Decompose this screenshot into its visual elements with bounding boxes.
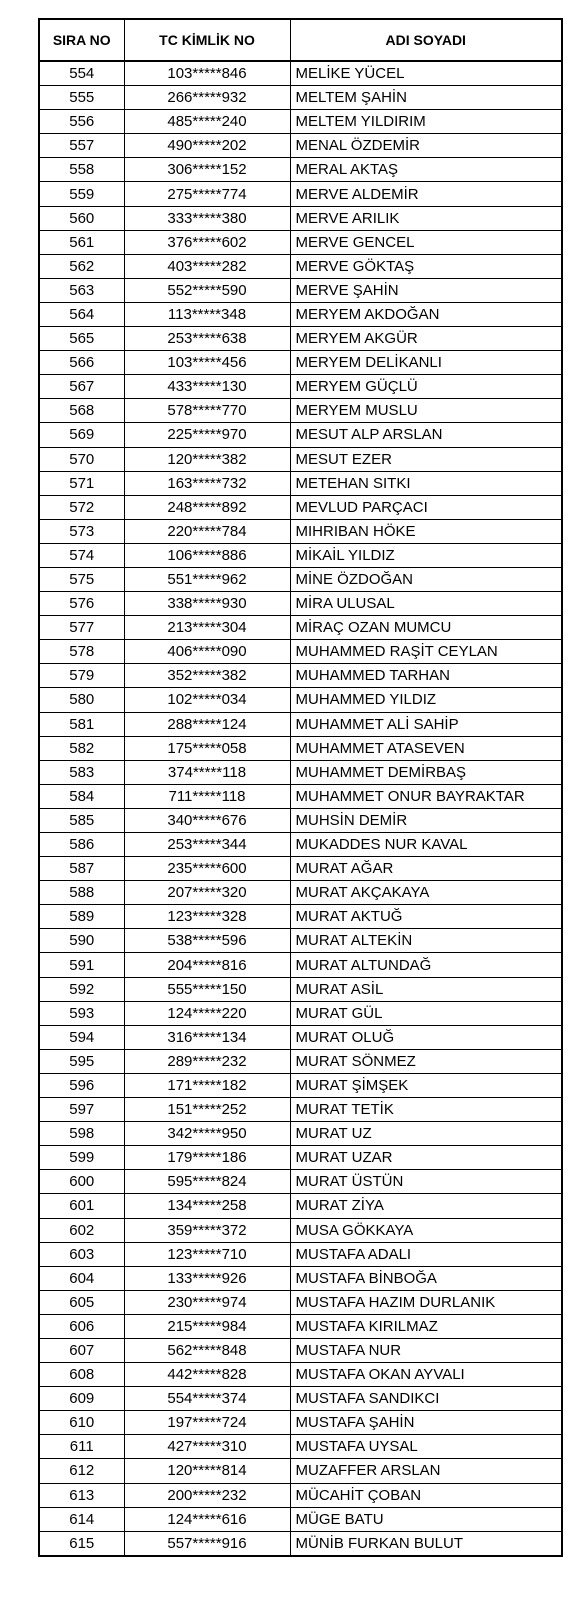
row-adi-soyadi: MELTEM ŞAHİN — [290, 86, 562, 110]
row-adi-soyadi: MURAT OLUĞ — [290, 1025, 562, 1049]
row-tc-kimlik-no: 595*****824 — [124, 1170, 290, 1194]
row-sira-no: 570 — [39, 447, 124, 471]
row-sira-no: 609 — [39, 1387, 124, 1411]
row-adi-soyadi: MUSA GÖKKAYA — [290, 1218, 562, 1242]
row-sira-no: 589 — [39, 905, 124, 929]
row-tc-kimlik-no: 552*****590 — [124, 278, 290, 302]
row-adi-soyadi: MÜNİB FURKAN BULUT — [290, 1531, 562, 1556]
table-row — [39, 134, 562, 158]
row-sira-no: 598 — [39, 1122, 124, 1146]
row-sira-no: 585 — [39, 808, 124, 832]
row-adi-soyadi: MERVE ARILIK — [290, 206, 562, 230]
row-sira-no: 558 — [39, 158, 124, 182]
row-tc-kimlik-no: 374*****118 — [124, 760, 290, 784]
table-row — [39, 881, 562, 905]
table-row — [39, 953, 562, 977]
row-adi-soyadi: MENAL ÖZDEMİR — [290, 134, 562, 158]
row-sira-no: 572 — [39, 495, 124, 519]
table-row — [39, 375, 562, 399]
row-sira-no: 604 — [39, 1266, 124, 1290]
row-tc-kimlik-no: 230*****974 — [124, 1290, 290, 1314]
row-tc-kimlik-no: 213*****304 — [124, 616, 290, 640]
row-adi-soyadi: MERVE GENCEL — [290, 230, 562, 254]
row-adi-soyadi: MUHAMMET ALİ SAHİP — [290, 712, 562, 736]
row-tc-kimlik-no: 289*****232 — [124, 1049, 290, 1073]
row-sira-no: 563 — [39, 278, 124, 302]
row-sira-no: 561 — [39, 230, 124, 254]
row-tc-kimlik-no: 253*****638 — [124, 327, 290, 351]
row-adi-soyadi: MUSTAFA KIRILMAZ — [290, 1314, 562, 1338]
row-sira-no: 560 — [39, 206, 124, 230]
row-adi-soyadi: MERYEM GÜÇLÜ — [290, 375, 562, 399]
table-row — [39, 1507, 562, 1531]
row-adi-soyadi: MERYEM DELİKANLI — [290, 351, 562, 375]
row-tc-kimlik-no: 171*****182 — [124, 1073, 290, 1097]
row-sira-no: 615 — [39, 1531, 124, 1556]
table-row — [39, 495, 562, 519]
row-adi-soyadi: MERYEM AKDOĞAN — [290, 302, 562, 326]
header-adi-soyadi: ADI SOYADI — [290, 19, 562, 61]
row-sira-no: 567 — [39, 375, 124, 399]
row-sira-no: 591 — [39, 953, 124, 977]
row-sira-no: 600 — [39, 1170, 124, 1194]
row-tc-kimlik-no: 352*****382 — [124, 664, 290, 688]
table-row — [39, 1122, 562, 1146]
table-row — [39, 351, 562, 375]
row-tc-kimlik-no: 215*****984 — [124, 1314, 290, 1338]
row-tc-kimlik-no: 103*****456 — [124, 351, 290, 375]
row-adi-soyadi: MUSTAFA SANDIKCI — [290, 1387, 562, 1411]
row-sira-no: 611 — [39, 1435, 124, 1459]
results-sheet — [38, 18, 563, 1557]
row-adi-soyadi: MELİKE YÜCEL — [290, 61, 562, 86]
row-adi-soyadi: MİKAİL YILDIZ — [290, 543, 562, 567]
row-sira-no: 607 — [39, 1338, 124, 1362]
table-row — [39, 616, 562, 640]
row-sira-no: 581 — [39, 712, 124, 736]
row-sira-no: 571 — [39, 471, 124, 495]
row-sira-no: 601 — [39, 1194, 124, 1218]
row-tc-kimlik-no: 376*****602 — [124, 230, 290, 254]
row-adi-soyadi: MUHAMMED RAŞİT CEYLAN — [290, 640, 562, 664]
row-adi-soyadi: MUHSİN DEMİR — [290, 808, 562, 832]
row-tc-kimlik-no: 266*****932 — [124, 86, 290, 110]
table-row — [39, 567, 562, 591]
row-adi-soyadi: MURAT AKÇAKAYA — [290, 881, 562, 905]
row-sira-no: 612 — [39, 1459, 124, 1483]
row-sira-no: 596 — [39, 1073, 124, 1097]
row-adi-soyadi: MESUT EZER — [290, 447, 562, 471]
row-tc-kimlik-no: 485*****240 — [124, 110, 290, 134]
table-row — [39, 1242, 562, 1266]
row-tc-kimlik-no: 133*****926 — [124, 1266, 290, 1290]
row-adi-soyadi: MURAT ALTUNDAĞ — [290, 953, 562, 977]
row-tc-kimlik-no: 490*****202 — [124, 134, 290, 158]
table-body — [39, 61, 562, 1556]
row-sira-no: 554 — [39, 61, 124, 86]
row-adi-soyadi: MURAT ZİYA — [290, 1194, 562, 1218]
header-tc-kimlik-no: TC KİMLİK NO — [124, 19, 290, 61]
row-tc-kimlik-no: 151*****252 — [124, 1098, 290, 1122]
table-row — [39, 808, 562, 832]
row-tc-kimlik-no: 175*****058 — [124, 736, 290, 760]
row-tc-kimlik-no: 235*****600 — [124, 857, 290, 881]
row-sira-no: 594 — [39, 1025, 124, 1049]
table-row — [39, 399, 562, 423]
row-tc-kimlik-no: 333*****380 — [124, 206, 290, 230]
row-tc-kimlik-no: 427*****310 — [124, 1435, 290, 1459]
row-tc-kimlik-no: 340*****676 — [124, 808, 290, 832]
row-tc-kimlik-no: 124*****616 — [124, 1507, 290, 1531]
table-row — [39, 1387, 562, 1411]
table-row — [39, 1001, 562, 1025]
row-adi-soyadi: MERVE ALDEMİR — [290, 182, 562, 206]
row-tc-kimlik-no: 288*****124 — [124, 712, 290, 736]
row-tc-kimlik-no: 275*****774 — [124, 182, 290, 206]
header-sira-no: SIRA NO — [39, 19, 124, 61]
row-sira-no: 597 — [39, 1098, 124, 1122]
row-tc-kimlik-no: 207*****320 — [124, 881, 290, 905]
table-header — [39, 19, 562, 61]
table-row — [39, 543, 562, 567]
table-row — [39, 158, 562, 182]
row-adi-soyadi: MERAL AKTAŞ — [290, 158, 562, 182]
row-sira-no: 565 — [39, 327, 124, 351]
row-sira-no: 582 — [39, 736, 124, 760]
table-row — [39, 278, 562, 302]
table-row — [39, 833, 562, 857]
row-sira-no: 580 — [39, 688, 124, 712]
table-row — [39, 423, 562, 447]
row-sira-no: 575 — [39, 567, 124, 591]
table-row — [39, 1435, 562, 1459]
row-sira-no: 564 — [39, 302, 124, 326]
table-row — [39, 206, 562, 230]
table-row — [39, 905, 562, 929]
row-tc-kimlik-no: 403*****282 — [124, 254, 290, 278]
row-tc-kimlik-no: 316*****134 — [124, 1025, 290, 1049]
row-adi-soyadi: MURAT SÖNMEZ — [290, 1049, 562, 1073]
row-tc-kimlik-no: 220*****784 — [124, 519, 290, 543]
row-sira-no: 569 — [39, 423, 124, 447]
row-sira-no: 590 — [39, 929, 124, 953]
table-row — [39, 1411, 562, 1435]
table-row — [39, 1338, 562, 1362]
row-adi-soyadi: MÜCAHİT ÇOBAN — [290, 1483, 562, 1507]
row-sira-no: 559 — [39, 182, 124, 206]
table-row — [39, 1049, 562, 1073]
row-sira-no: 614 — [39, 1507, 124, 1531]
row-sira-no: 610 — [39, 1411, 124, 1435]
row-sira-no: 577 — [39, 616, 124, 640]
row-tc-kimlik-no: 442*****828 — [124, 1363, 290, 1387]
row-adi-soyadi: MUSTAFA NUR — [290, 1338, 562, 1362]
row-adi-soyadi: MERYEM MUSLU — [290, 399, 562, 423]
table-row — [39, 1170, 562, 1194]
row-tc-kimlik-no: 555*****150 — [124, 977, 290, 1001]
table-row — [39, 1459, 562, 1483]
row-adi-soyadi: MURAT UZ — [290, 1122, 562, 1146]
row-sira-no: 593 — [39, 1001, 124, 1025]
row-adi-soyadi: MİRAÇ OZAN MUMCU — [290, 616, 562, 640]
row-adi-soyadi: MURAT AĞAR — [290, 857, 562, 881]
table-row — [39, 736, 562, 760]
row-tc-kimlik-no: 204*****816 — [124, 953, 290, 977]
row-adi-soyadi: MUSTAFA HAZIM DURLANIK — [290, 1290, 562, 1314]
row-adi-soyadi: MUSTAFA OKAN AYVALI — [290, 1363, 562, 1387]
table-row — [39, 1073, 562, 1097]
row-adi-soyadi: MERVE GÖKTAŞ — [290, 254, 562, 278]
row-tc-kimlik-no: 338*****930 — [124, 592, 290, 616]
row-tc-kimlik-no: 103*****846 — [124, 61, 290, 86]
row-tc-kimlik-no: 557*****916 — [124, 1531, 290, 1556]
row-adi-soyadi: MİNE ÖZDOĞAN — [290, 567, 562, 591]
row-tc-kimlik-no: 562*****848 — [124, 1338, 290, 1362]
row-tc-kimlik-no: 134*****258 — [124, 1194, 290, 1218]
row-tc-kimlik-no: 179*****186 — [124, 1146, 290, 1170]
row-sira-no: 583 — [39, 760, 124, 784]
row-adi-soyadi: MURAT GÜL — [290, 1001, 562, 1025]
table-row — [39, 1314, 562, 1338]
row-adi-soyadi: MUHAMMED YILDIZ — [290, 688, 562, 712]
table-row — [39, 1531, 562, 1556]
table-row — [39, 712, 562, 736]
table-row — [39, 86, 562, 110]
table-row — [39, 61, 562, 86]
row-tc-kimlik-no: 120*****382 — [124, 447, 290, 471]
table-row — [39, 327, 562, 351]
row-sira-no: 562 — [39, 254, 124, 278]
table-row — [39, 784, 562, 808]
table-row — [39, 1025, 562, 1049]
row-tc-kimlik-no: 551*****962 — [124, 567, 290, 591]
table-row — [39, 977, 562, 1001]
row-adi-soyadi: MEVLUD PARÇACI — [290, 495, 562, 519]
table-row — [39, 110, 562, 134]
row-tc-kimlik-no: 123*****710 — [124, 1242, 290, 1266]
table-row — [39, 760, 562, 784]
row-tc-kimlik-no: 248*****892 — [124, 495, 290, 519]
row-adi-soyadi: MERYEM AKGÜR — [290, 327, 562, 351]
row-adi-soyadi: MUSTAFA BİNBOĞA — [290, 1266, 562, 1290]
table-row — [39, 1218, 562, 1242]
row-sira-no: 613 — [39, 1483, 124, 1507]
row-sira-no: 573 — [39, 519, 124, 543]
row-sira-no: 579 — [39, 664, 124, 688]
table-row — [39, 1098, 562, 1122]
row-adi-soyadi: MİRA ULUSAL — [290, 592, 562, 616]
row-tc-kimlik-no: 342*****950 — [124, 1122, 290, 1146]
row-adi-soyadi: MIHRIBAN HÖKE — [290, 519, 562, 543]
row-adi-soyadi: MUZAFFER ARSLAN — [290, 1459, 562, 1483]
table-row — [39, 1483, 562, 1507]
row-adi-soyadi: MUHAMMET ONUR BAYRAKTAR — [290, 784, 562, 808]
table-row — [39, 929, 562, 953]
row-sira-no: 568 — [39, 399, 124, 423]
results-table — [38, 18, 563, 1557]
table-row — [39, 302, 562, 326]
table-row — [39, 447, 562, 471]
row-tc-kimlik-no: 306*****152 — [124, 158, 290, 182]
row-adi-soyadi: MUSTAFA ŞAHİN — [290, 1411, 562, 1435]
row-sira-no: 556 — [39, 110, 124, 134]
table-row — [39, 1266, 562, 1290]
row-adi-soyadi: MELTEM YILDIRIM — [290, 110, 562, 134]
table-row — [39, 592, 562, 616]
table-row — [39, 254, 562, 278]
table-row — [39, 857, 562, 881]
row-sira-no: 595 — [39, 1049, 124, 1073]
row-sira-no: 602 — [39, 1218, 124, 1242]
row-sira-no: 608 — [39, 1363, 124, 1387]
row-sira-no: 586 — [39, 833, 124, 857]
row-tc-kimlik-no: 197*****724 — [124, 1411, 290, 1435]
table-row — [39, 1363, 562, 1387]
row-tc-kimlik-no: 253*****344 — [124, 833, 290, 857]
row-sira-no: 576 — [39, 592, 124, 616]
row-tc-kimlik-no: 102*****034 — [124, 688, 290, 712]
table-row — [39, 1194, 562, 1218]
row-adi-soyadi: MURAT UZAR — [290, 1146, 562, 1170]
row-tc-kimlik-no: 711*****118 — [124, 784, 290, 808]
row-tc-kimlik-no: 106*****886 — [124, 543, 290, 567]
row-tc-kimlik-no: 200*****232 — [124, 1483, 290, 1507]
row-adi-soyadi: MURAT ŞİMŞEK — [290, 1073, 562, 1097]
row-sira-no: 557 — [39, 134, 124, 158]
row-sira-no: 555 — [39, 86, 124, 110]
row-adi-soyadi: METEHAN SITKI — [290, 471, 562, 495]
row-sira-no: 599 — [39, 1146, 124, 1170]
row-sira-no: 587 — [39, 857, 124, 881]
row-tc-kimlik-no: 123*****328 — [124, 905, 290, 929]
row-sira-no: 578 — [39, 640, 124, 664]
row-adi-soyadi: MUKADDES NUR KAVAL — [290, 833, 562, 857]
row-sira-no: 588 — [39, 881, 124, 905]
table-row — [39, 471, 562, 495]
row-adi-soyadi: MUSTAFA ADALI — [290, 1242, 562, 1266]
row-adi-soyadi: MUHAMMED TARHAN — [290, 664, 562, 688]
row-sira-no: 603 — [39, 1242, 124, 1266]
row-adi-soyadi: MUSTAFA UYSAL — [290, 1435, 562, 1459]
table-row — [39, 1290, 562, 1314]
row-sira-no: 606 — [39, 1314, 124, 1338]
row-tc-kimlik-no: 120*****814 — [124, 1459, 290, 1483]
row-tc-kimlik-no: 433*****130 — [124, 375, 290, 399]
row-adi-soyadi: MÜGE BATU — [290, 1507, 562, 1531]
row-sira-no: 605 — [39, 1290, 124, 1314]
row-adi-soyadi: MURAT TETİK — [290, 1098, 562, 1122]
row-adi-soyadi: MURAT ASİL — [290, 977, 562, 1001]
row-sira-no: 566 — [39, 351, 124, 375]
table-row — [39, 182, 562, 206]
row-adi-soyadi: MURAT ALTEKİN — [290, 929, 562, 953]
row-adi-soyadi: MESUT ALP ARSLAN — [290, 423, 562, 447]
table-row — [39, 1146, 562, 1170]
header-row — [39, 19, 562, 61]
table-row — [39, 664, 562, 688]
row-tc-kimlik-no: 225*****970 — [124, 423, 290, 447]
row-tc-kimlik-no: 554*****374 — [124, 1387, 290, 1411]
row-adi-soyadi: MURAT AKTUĞ — [290, 905, 562, 929]
row-adi-soyadi: MURAT ÜSTÜN — [290, 1170, 562, 1194]
row-tc-kimlik-no: 113*****348 — [124, 302, 290, 326]
row-tc-kimlik-no: 359*****372 — [124, 1218, 290, 1242]
row-tc-kimlik-no: 124*****220 — [124, 1001, 290, 1025]
row-tc-kimlik-no: 578*****770 — [124, 399, 290, 423]
row-sira-no: 574 — [39, 543, 124, 567]
row-sira-no: 592 — [39, 977, 124, 1001]
table-row — [39, 688, 562, 712]
row-tc-kimlik-no: 163*****732 — [124, 471, 290, 495]
row-adi-soyadi: MUHAMMET ATASEVEN — [290, 736, 562, 760]
table-row — [39, 519, 562, 543]
table-row — [39, 640, 562, 664]
row-adi-soyadi: MERVE ŞAHİN — [290, 278, 562, 302]
row-tc-kimlik-no: 538*****596 — [124, 929, 290, 953]
row-sira-no: 584 — [39, 784, 124, 808]
row-adi-soyadi: MUHAMMET DEMİRBAŞ — [290, 760, 562, 784]
row-tc-kimlik-no: 406*****090 — [124, 640, 290, 664]
table-row — [39, 230, 562, 254]
